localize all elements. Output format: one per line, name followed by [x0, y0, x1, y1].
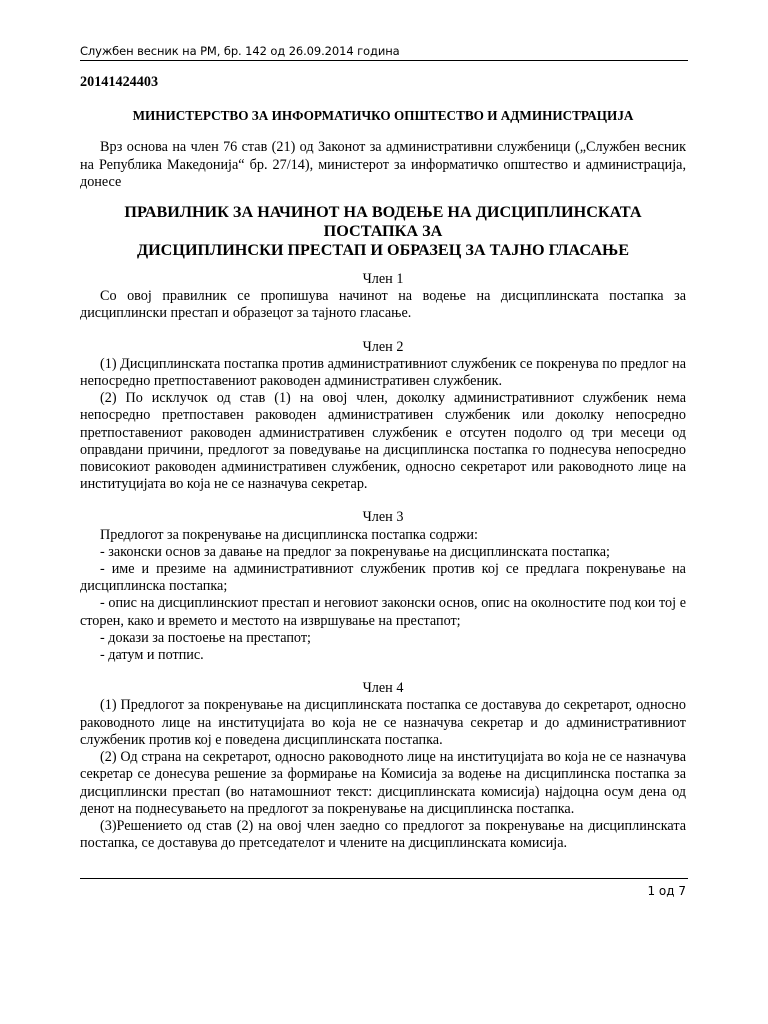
- article-4: [80, 680, 686, 852]
- document-title: [80, 203, 686, 260]
- article-2: [80, 339, 686, 494]
- footer-rule: [80, 878, 688, 879]
- article-heading: Член 1: [362, 271, 404, 288]
- header-rule: [80, 60, 688, 61]
- document-title-line-1: ПРАВИЛНИК ЗА НАЧИНОТ НА ВОДЕЊЕ НА ДИСЦИПЛИНСКАТА ПОСТАПКА ЗА: [124, 203, 642, 241]
- list-item: - докази за постоење на престапот;: [100, 629, 311, 646]
- list-item: - законски основ за давање на предлог за покренување на дисциплинската постапка;: [100, 543, 610, 560]
- article-paragraph: (3)Решението од став (2) на овој член заедно со предлогот за покренување на дисциплинската постапка, се доставува до претседателот и члените на дисциплинската комисија.: [80, 817, 686, 852]
- article-heading: Член 2: [362, 338, 404, 355]
- document-body: [80, 74, 686, 868]
- ministry-heading: МИНИСТЕРСТВО ЗА ИНФОРМАТИЧКО ОПШТЕСТВО И АДМИНИСТРАЦИЈА: [132, 108, 634, 124]
- document-number: 20141424403: [80, 74, 159, 90]
- article-paragraph: (2) По исклучок од став (1) на овој член, доколку административниот службеник нема непосредно претпоставен раководен административен службеник или доколку непосредно претпоставениот раководен административен службеник е отсутен подолго од три месеци од оправдани причини, предлогот за поведување на дисциплинска постапка го поднесува непосредно повисокиот раководен административен службеник, односно секретарот или раководното лице на институцијата во која не се назначува секретар.: [80, 390, 686, 493]
- list-item: - име и презиме на административниот службеник против кој се предлага покренување на дисциплинска постапка;: [80, 561, 686, 595]
- article-heading: Член 3: [362, 509, 404, 526]
- preamble: Врз основа на член 76 став (21) од Законот за административни службеници („Службен весник на Република Македонија“ бр. 27/14), министерот за информатичко општество и администрација, донесе: [80, 139, 686, 190]
- article-paragraph: (2) Од страна на секретарот, односно раководното лице на институцијата во која не се назначува секретар се донесува решение за формирање на Комисија за водење на дисциплинска постапка за дисциплински престап (во натамошниот текст: дисциплинската комисија) најдоцна осум дена од денот на поднесувањето на предлогот за покренување на дисциплинска постапка.: [80, 749, 686, 817]
- article-paragraph: Предлогот за покренување на дисциплинска постапка содржи:: [100, 526, 478, 543]
- list-item: - датум и потпис.: [100, 647, 204, 664]
- article-3: [80, 509, 686, 664]
- article-heading: Член 4: [362, 680, 404, 697]
- page-number: 1 од 7: [647, 884, 686, 898]
- list-item: - опис на дисциплинскиот престап и неговиот законски основ, опис на околностите под кои тој е сторен, како и времето и местото на извршување на престапот;: [80, 595, 686, 629]
- running-header: Службен весник на РМ, бр. 142 од 26.09.2014 година: [80, 44, 400, 58]
- article-paragraph: Со овој правилник се пропишува начинот на водење на дисциплинската постапка за дисциплински престап и образецот за тајното гласање.: [80, 288, 686, 322]
- article-paragraph: (1) Дисциплинската постапка против административниот службеник се покренува по предлог на непосредно претпоставениот раководен административен службеник.: [80, 355, 686, 390]
- article-paragraph: (1) Предлогот за покренување на дисциплинската постапка се доставува до секретарот, односно раководното лице на институцијата во која не се назначува секретар и до административниот службеник против кој е поведена дисциплинската постапка.: [80, 697, 686, 748]
- article-1: [80, 271, 686, 323]
- document-title-line-2: ДИСЦИПЛИНСКИ ПРЕСТАП И ОБРАЗЕЦ ЗА ТАЈНО ГЛАСАЊЕ: [136, 241, 630, 260]
